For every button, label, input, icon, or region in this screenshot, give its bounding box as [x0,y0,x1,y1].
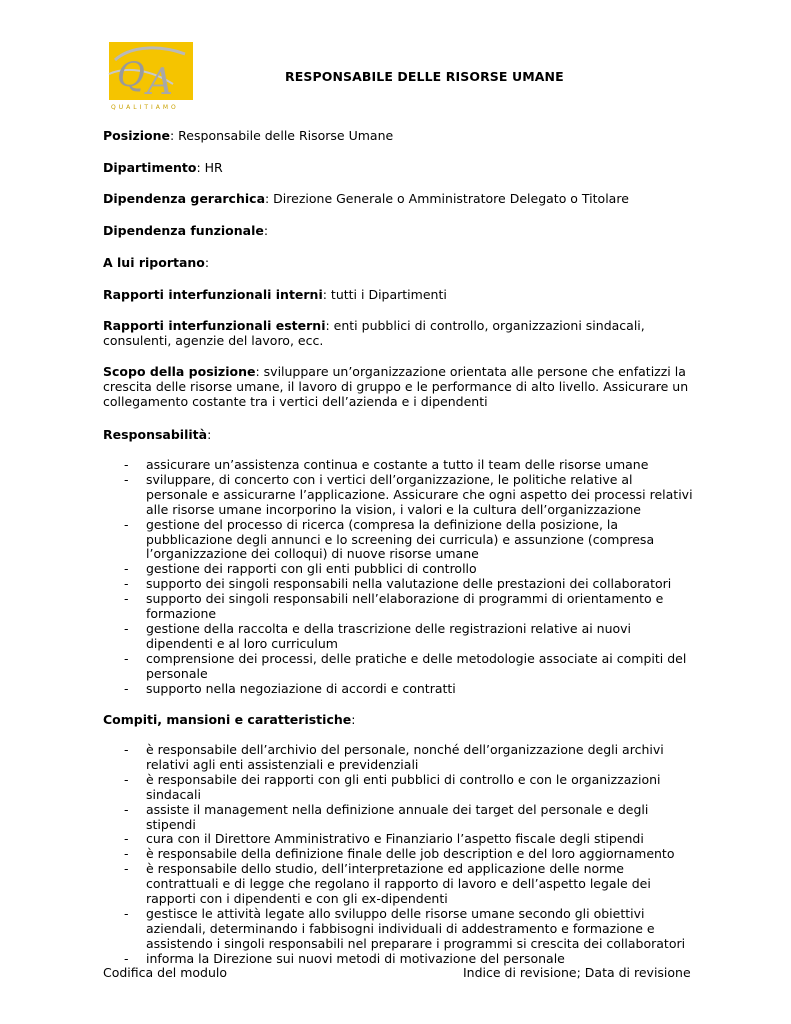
compiti-list [103,743,693,967]
svg-text:A: A [147,62,173,103]
field-dipendenza-gerarchica: Dipendenza gerarchica: Direzione Generale o Amministratore Delegato o Titolare [103,191,629,206]
list-item: - supporto dei singoli responsabili nella valutazione delle prestazioni dei collaboratori [124,576,672,592]
heading-compiti: Compiti, mansioni e caratteristiche: [103,712,356,727]
responsabilita-list [103,458,693,697]
list-item: - informa la Direzione sui nuovi metodi di motivazione del personale [124,950,565,966]
list-item: - supporto nella negoziazione di accordi e contratti [124,680,456,696]
heading-responsabilita: Responsabilità: [103,427,212,442]
footer-revisione: Indice di revisione; Data di revisione [463,965,691,980]
footer-codifica: Codifica del modulo [103,965,228,980]
list-item: - sviluppare, di concerto con i vertici dell’organizzazione, le politiche relative al personale e assicurarne l’applicazione. Assicurare che ogni aspetto dei processi relativi alle risorse umane incorporino la vision, i valori e la cultura dell’organizzazione [124,471,693,517]
list-item: - è responsabile dei rapporti con gli enti pubblici di controllo e con le organizzazioni sindacali [124,771,661,802]
list-item: - gestisce le attività legate allo sviluppo delle risorse umane secondo gli obiettivi aziendali, determinando i fabbisogni individuali di addestramento e formazione e assistendo i singoli responsabili nel preparare i programmi si crescita dei collaboratori [124,905,686,951]
list-item: - cura con il Direttore Amministrativo e Finanziario l’aspetto fiscale degli stipendi [124,831,644,847]
svg-text:Q: Q [117,55,145,95]
field-dipendenza-funzionale: Dipendenza funzionale: [103,223,269,238]
list-item: - è responsabile dell’archivio del personale, nonché dell’organizzazione degli archivi relativi agli enti assistenziali e previdenziali [124,742,664,772]
document-title: RESPONSABILE DELLE RISORSE UMANE [285,69,564,84]
list-item: - gestione dei rapporti con gli enti pubblici di controllo [124,561,477,577]
field-a-lui-riportano: A lui riportano: [103,255,210,270]
list-item: - assicurare un’assistenza continua e costante a tutto il team delle risorse umane [124,457,649,472]
svg-text:QUALITIAMO: QUALITIAMO [111,104,179,111]
field-rapporti-interni: Rapporti interfunzionali interni: tutti i Dipartimenti [103,287,447,302]
list-item: - gestione della raccolta e della trascrizione delle registrazioni relative ai nuovi dipendenti e al loro curriculum [124,620,632,651]
list-item: - è responsabile dello studio, dell’interpretazione ed applicazione delle norme contrattuali e di legge che regolano il rapporto di lavoro e dell’aspetto legale dei rapporti con i dipendenti e con gli ex-dipendenti [124,861,651,907]
field-rapporti-esterni: Rapporti interfunzionali esterni: enti pubblici di controllo, organizzazioni sindacali, consulenti, agenzie del lavoro, ecc. [103,318,645,349]
list-item: - è responsabile della definizione finale delle job description e del loro aggiornamento [124,846,675,862]
list-item: - assiste il management nella definizione annuale dei target del personale e degli stipendi [124,801,649,832]
qualitiamo-logo [103,40,195,112]
field-posizione: Posizione: Responsabile delle Risorse Umane [103,128,394,143]
list-item: - comprensione dei processi, delle pratiche e delle metodologie associate ai compiti del personale [124,650,687,681]
field-dipartimento: Dipartimento: HR [103,160,223,175]
list-item: - supporto dei singoli responsabili nell’elaborazione di programmi di orientamento e formazione [124,591,664,622]
list-item: - gestione del processo di ricerca (compresa la definizione della posizione, la pubblicazione degli annunci e lo screening dei curricula) e assunzione (compresa l’organizzazione dei colloqui) di nuove risorse umane [124,516,655,562]
field-scopo-posizione: Scopo della posizione: sviluppare un’organizzazione orientata alle persone che enfatizzi la crescita delle risorse umane, il lavoro di gruppo e le performance di alto livello. Assicurare un collegamento costante tra i vertici dell’azienda e i dipendenti [103,364,689,410]
